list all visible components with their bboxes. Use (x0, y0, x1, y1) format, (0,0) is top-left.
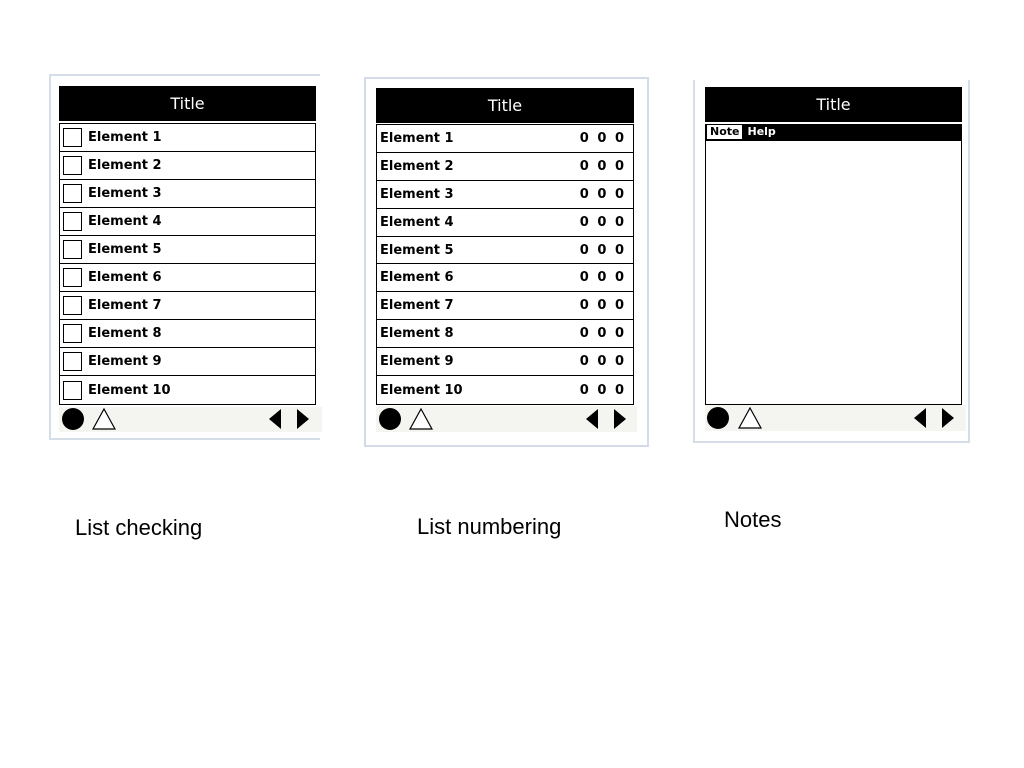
list-item-value: 0 0 0 (579, 242, 626, 258)
numbered-list (376, 124, 634, 405)
list-item[interactable] (377, 181, 633, 209)
notes-mockup (693, 80, 970, 443)
list-item[interactable] (377, 153, 633, 181)
list-item-value: 0 0 0 (579, 326, 626, 342)
list-item[interactable] (60, 152, 315, 180)
page-title: Title (816, 95, 851, 114)
list-item[interactable] (60, 292, 315, 320)
arrow-left-icon[interactable] (269, 409, 281, 429)
list-item-label: Element 9 (88, 354, 162, 369)
caption-list-checking: List checking (75, 515, 203, 540)
list-item-value: 0 0 0 (579, 270, 626, 286)
list-item[interactable] (60, 376, 315, 404)
list-item-label: Element 5 (88, 242, 162, 257)
list-checking-mockup (49, 74, 320, 440)
list-item-label: Element 2 (380, 158, 454, 174)
list-item[interactable] (377, 125, 633, 153)
checkbox[interactable] (63, 212, 82, 231)
checkbox[interactable] (63, 184, 82, 203)
page-title: Title (170, 94, 205, 113)
list-item[interactable] (60, 320, 315, 348)
list-item-label: Element 8 (380, 326, 454, 342)
filled-circle-icon[interactable] (707, 407, 729, 429)
checkbox[interactable] (63, 296, 82, 315)
caption-notes: Notes (724, 507, 782, 532)
arrow-left-icon[interactable] (914, 408, 926, 428)
outline-triangle-icon[interactable] (409, 408, 433, 430)
list-item-label: Element 1 (88, 130, 162, 145)
list-item-label: Element 1 (380, 130, 454, 146)
list-item-label: Element 10 (380, 382, 463, 398)
caption-list-numbering: List numbering (417, 514, 562, 539)
filled-circle-icon[interactable] (379, 408, 401, 430)
list-item-label: Element 10 (88, 382, 171, 398)
page-title: Title (487, 96, 523, 115)
checkbox[interactable] (63, 268, 82, 287)
filled-circle-icon[interactable] (62, 408, 84, 430)
list-item-value: 0 0 0 (579, 158, 626, 174)
list-item-label: Element 5 (380, 242, 454, 258)
checkbox[interactable] (63, 240, 82, 259)
checkbox[interactable] (63, 352, 82, 371)
checkbox[interactable] (63, 128, 82, 147)
checkbox[interactable] (63, 156, 82, 175)
list-item[interactable] (60, 348, 315, 376)
note-text-area[interactable] (705, 140, 962, 405)
list-item-label: Element 2 (88, 158, 162, 173)
footer-bar (376, 406, 637, 432)
list-item[interactable] (60, 236, 315, 264)
list-item[interactable] (377, 292, 633, 320)
outline-triangle-icon[interactable] (92, 408, 116, 430)
list-item-label: Element 7 (88, 298, 162, 313)
arrow-right-icon[interactable] (614, 409, 626, 429)
checklist (59, 123, 316, 405)
list-item-label: Element 6 (88, 270, 162, 285)
footer-bar (705, 405, 966, 431)
list-item-value: 0 0 0 (579, 298, 626, 314)
list-item[interactable] (60, 264, 315, 292)
list-item[interactable] (377, 320, 633, 348)
list-item[interactable] (377, 209, 633, 237)
title-bar (705, 87, 962, 122)
list-item[interactable] (377, 376, 633, 404)
list-item-label: Element 4 (380, 214, 454, 230)
list-item-label: Element 3 (380, 186, 454, 202)
list-item[interactable] (377, 237, 633, 265)
list-item-label: Element 3 (88, 186, 162, 201)
tab-note[interactable]: Note (707, 125, 742, 139)
list-item-value: 0 0 0 (579, 354, 626, 370)
list-item-label: Element 7 (380, 298, 454, 314)
arrow-right-icon[interactable] (942, 408, 954, 428)
checkbox[interactable] (63, 324, 82, 343)
list-item[interactable] (60, 124, 315, 152)
arrow-left-icon[interactable] (586, 409, 598, 429)
checkbox[interactable] (63, 381, 82, 400)
list-item[interactable] (60, 208, 315, 236)
title-bar (59, 86, 316, 121)
arrow-right-icon[interactable] (297, 409, 309, 429)
list-item[interactable] (60, 180, 315, 208)
list-item-value: 0 0 0 (579, 130, 626, 146)
list-item-label: Element 9 (380, 354, 454, 370)
tab-help[interactable]: Help (744, 125, 778, 139)
list-item-value: 0 0 0 (579, 382, 626, 398)
footer-bar (59, 407, 322, 432)
list-item-label: Element 8 (88, 326, 162, 341)
tab-bar (705, 124, 962, 140)
list-item[interactable] (377, 265, 633, 293)
list-item-label: Element 4 (88, 214, 162, 229)
list-item-label: Element 6 (380, 270, 454, 286)
list-item-value: 0 0 0 (579, 186, 626, 202)
title-bar (376, 88, 634, 123)
outline-triangle-icon[interactable] (738, 407, 762, 429)
list-item[interactable] (377, 348, 633, 376)
list-numbering-mockup (364, 77, 649, 447)
list-item-value: 0 0 0 (579, 214, 626, 230)
